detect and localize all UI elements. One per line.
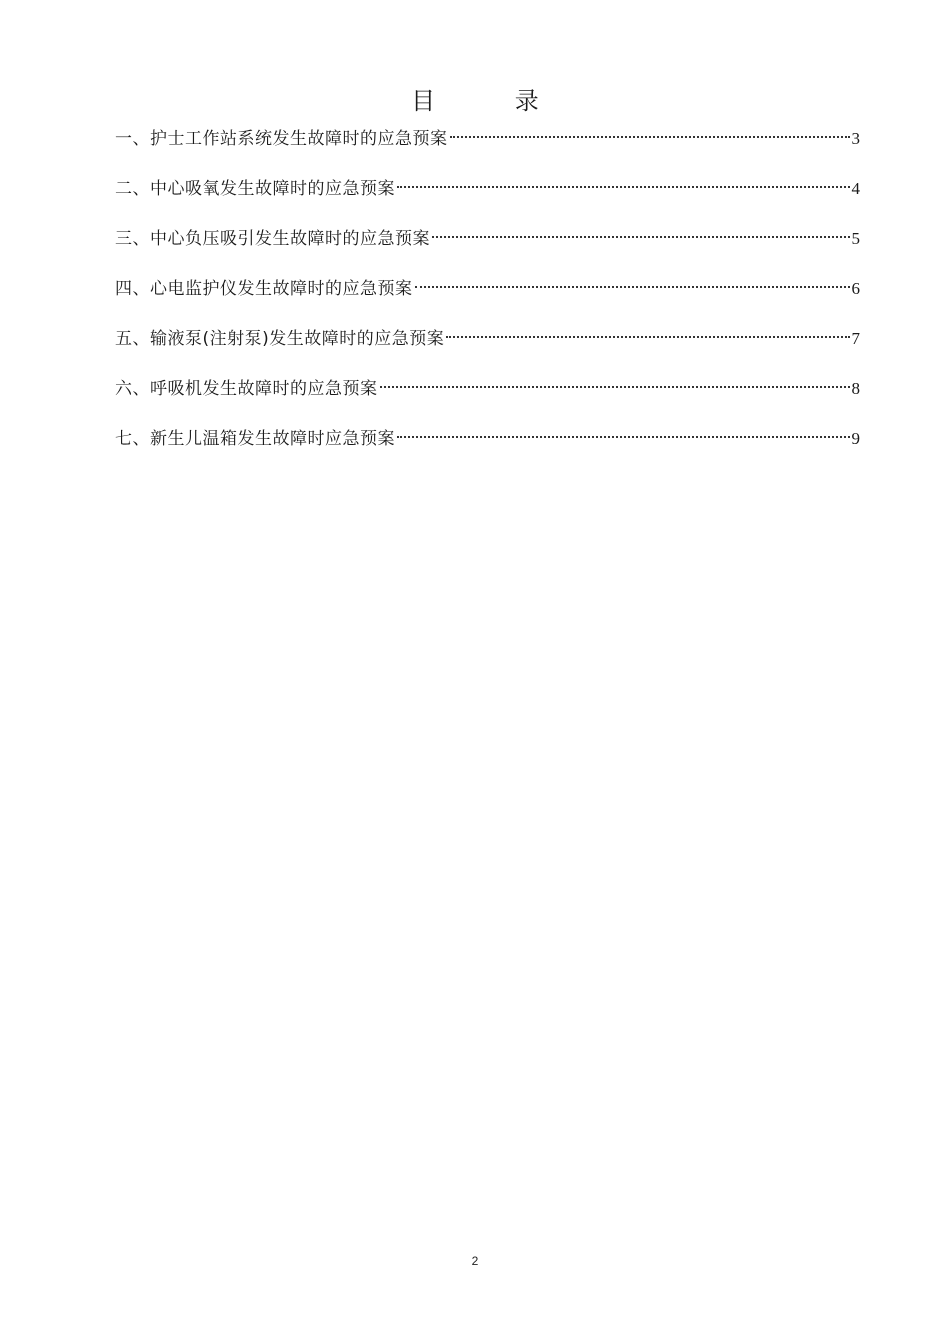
toc-dot-leader [450, 136, 850, 138]
toc-list [115, 124, 860, 474]
toc-entry[interactable] [115, 124, 860, 174]
toc-entry-text: 七、新生儿温箱发生故障时应急预案 [115, 429, 395, 449]
toc-title: 目 录 [411, 87, 575, 115]
toc-entry[interactable] [115, 374, 860, 424]
toc-dot-leader [380, 386, 850, 388]
toc-entry-text: 六、呼吸机发生故障时的应急预案 [115, 379, 378, 399]
toc-entry[interactable] [115, 324, 860, 374]
toc-dot-leader [415, 286, 850, 288]
toc-entry-page: 7 [851, 329, 860, 348]
toc-dot-leader [397, 186, 850, 188]
toc-entry-text: 四、心电监护仪发生故障时的应急预案 [115, 279, 413, 299]
toc-entry-page: 5 [851, 229, 860, 248]
toc-entry-page: 3 [851, 129, 860, 148]
toc-dot-leader [432, 236, 850, 238]
toc-entry-page: 8 [851, 379, 860, 398]
toc-entry[interactable] [115, 174, 860, 224]
toc-entry-page: 4 [851, 179, 860, 198]
toc-dot-leader [397, 436, 850, 438]
page-number: 2 [471, 1254, 479, 1268]
toc-entry[interactable] [115, 424, 860, 474]
toc-entry[interactable] [115, 224, 860, 274]
toc-dot-leader [446, 336, 849, 338]
toc-entry-page: 9 [851, 429, 860, 448]
toc-entry-page: 6 [851, 279, 860, 298]
toc-entry-text: 一、护士工作站系统发生故障时的应急预案 [115, 129, 448, 149]
toc-entry-text: 三、中心负压吸引发生故障时的应急预案 [115, 229, 430, 249]
toc-entry[interactable] [115, 274, 860, 324]
toc-entry-text: 二、中心吸氧发生故障时的应急预案 [115, 179, 395, 199]
toc-entry-text: 五、输液泵(注射泵)发生故障时的应急预案 [115, 329, 445, 349]
